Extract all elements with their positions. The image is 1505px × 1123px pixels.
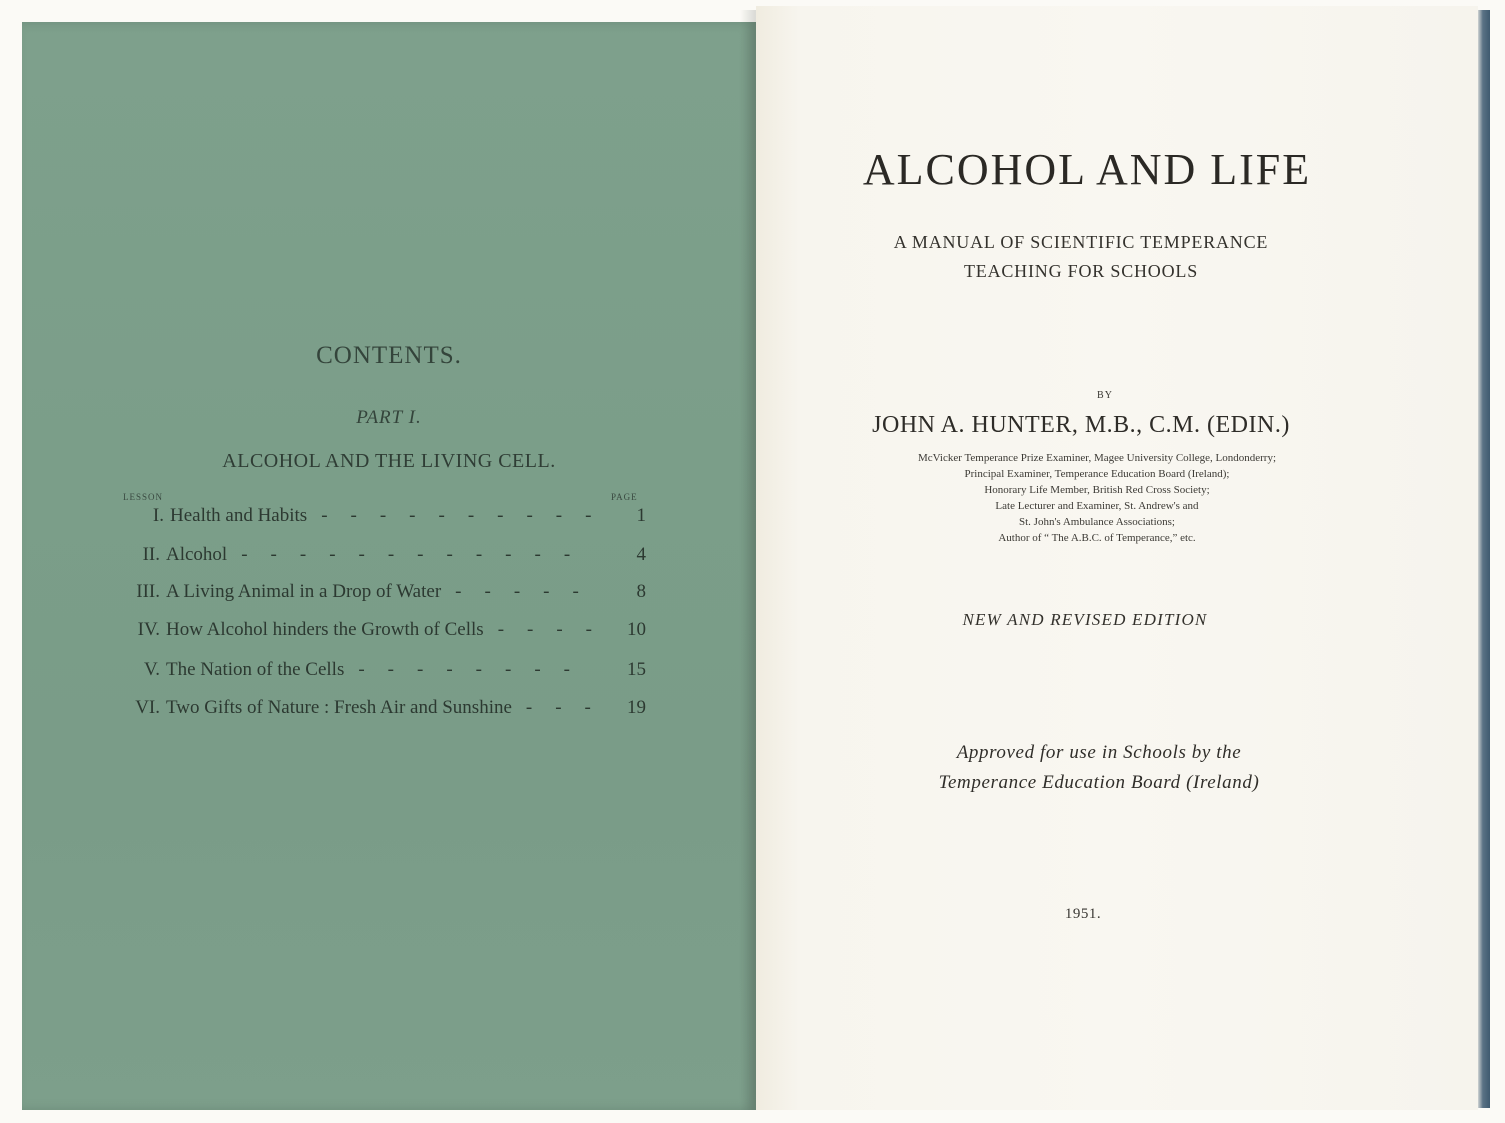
lesson-page-number: 1 (636, 505, 646, 526)
contents-page (22, 22, 756, 1110)
credential-line: Honorary Life Member, British Red Cross Society; (984, 484, 1210, 496)
lesson-title: Two Gifts of Nature : Fresh Air and Sunshine (166, 697, 512, 718)
lesson-number: II. (142, 544, 160, 565)
page-edge (1478, 10, 1490, 1108)
book-title: ALCOHOL AND LIFE (862, 145, 1312, 194)
author-name: JOHN A. HUNTER, M.B., C.M. (EDIN.) (872, 412, 1290, 438)
toc-entry (122, 505, 646, 535)
contents-heading: CONTENTS. (316, 342, 462, 369)
lesson-title: Alcohol (166, 544, 228, 565)
leader-dashes: ---------- (321, 505, 615, 526)
title-page (756, 6, 1478, 1110)
credential-line: St. John's Ambulance Associations; (1019, 516, 1175, 528)
credential-line: Principal Examiner, Temperance Education Board (Ireland); (964, 468, 1230, 480)
toc-entry (122, 619, 646, 649)
leader-dashes: -------- (358, 659, 593, 680)
book-subtitle (720, 228, 1442, 286)
edition-label: NEW AND REVISED EDITION (962, 610, 1208, 629)
credential-line: McVicker Temperance Prize Examiner, Magee University College, Londonderry; (917, 452, 1277, 464)
lesson-page-number: 10 (627, 619, 646, 640)
author-credentials (736, 450, 1458, 546)
publication-year: 1951. (1064, 906, 1102, 922)
toc-entry (122, 697, 646, 727)
lesson-number: VI. (135, 697, 160, 718)
section-heading: ALCOHOL AND THE LIVING CELL. (222, 450, 556, 472)
lesson-column-label: LESSON (123, 492, 164, 502)
lesson-number: IV. (137, 619, 160, 640)
credential-line: Author of “ The A.B.C. of Temperance,” etc. (998, 532, 1196, 544)
lesson-page-number: 4 (636, 544, 646, 565)
lesson-number: V. (143, 659, 160, 680)
approval-line: Approved for use in Schools by the (956, 742, 1242, 763)
by-label: BY (1097, 390, 1113, 401)
part-heading: PART I. (356, 407, 422, 428)
lesson-number: I. (152, 505, 164, 526)
subtitle-line: TEACHING FOR SCHOOLS (963, 261, 1199, 281)
lesson-title: How Alcohol hinders the Growth of Cells (166, 619, 484, 640)
toc-entry (122, 581, 646, 611)
lesson-page-number: 15 (627, 659, 646, 680)
toc-entry (122, 544, 646, 574)
lesson-title: Health and Habits (170, 505, 308, 526)
lesson-title: The Nation of the Cells (166, 659, 345, 680)
lesson-page-number: 19 (627, 697, 646, 718)
leader-dashes: ------------ (241, 544, 594, 565)
subtitle-line: A MANUAL OF SCIENTIFIC TEMPERANCE (893, 232, 1269, 252)
credential-line: Late Lecturer and Examiner, St. Andrew's and (995, 500, 1199, 512)
lesson-page-number: 8 (636, 581, 646, 602)
toc-entry (122, 659, 646, 689)
leader-dashes: ---- (497, 619, 615, 640)
leader-dashes: ----- (455, 581, 602, 602)
leader-dashes: --- (525, 697, 614, 718)
lesson-number: III. (136, 581, 160, 602)
approval-line: Temperance Education Board (Ireland) (938, 772, 1260, 793)
approval-note (738, 738, 1460, 798)
lesson-title: A Living Animal in a Drop of Water (166, 581, 442, 602)
page-column-label: PAGE (611, 492, 638, 502)
